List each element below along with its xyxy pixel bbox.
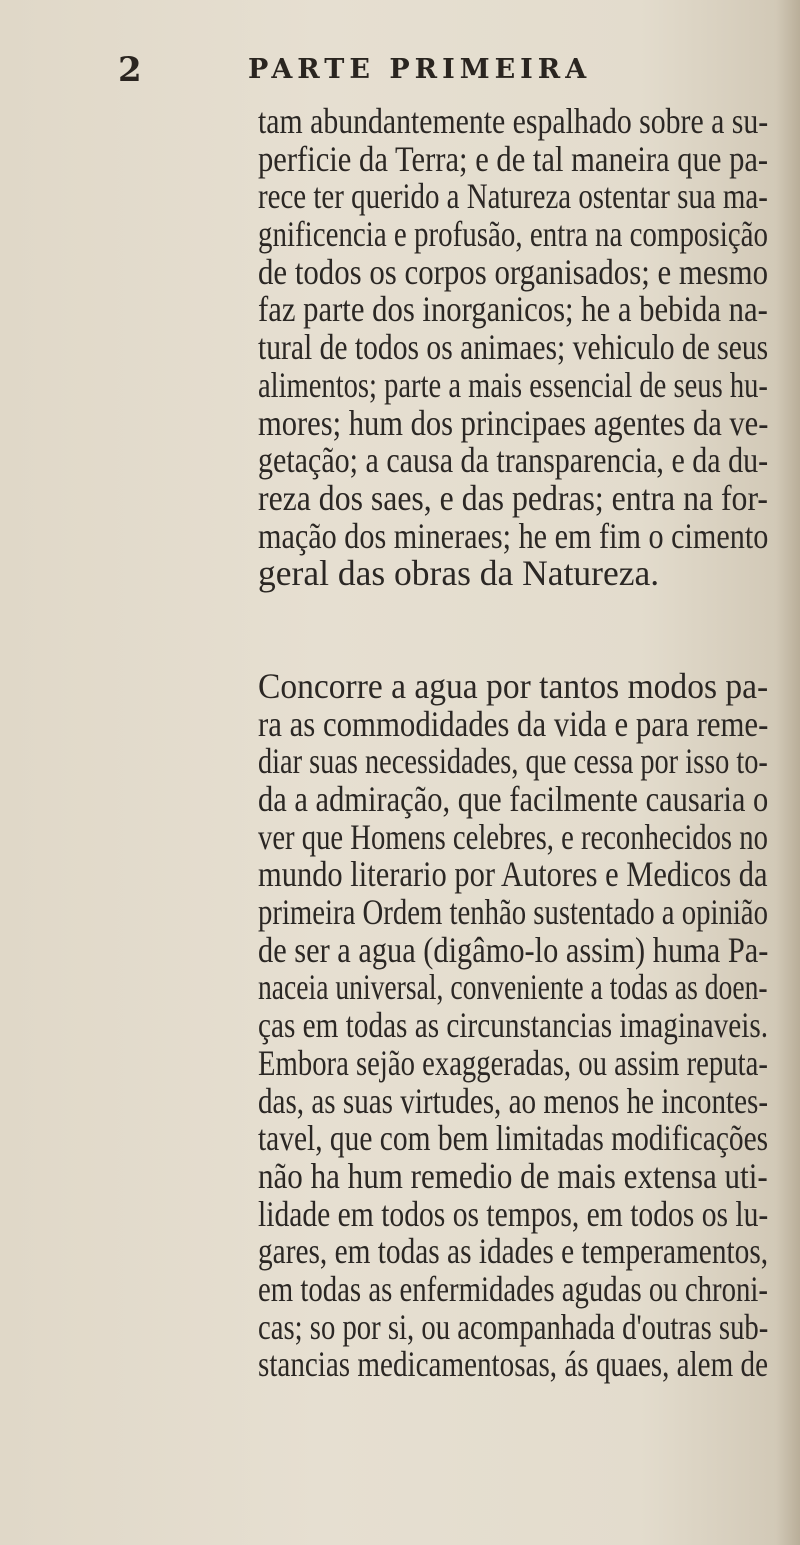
text-line: das, as suas virtudes, ao menos he incontes- <box>258 1080 769 1121</box>
text-line: tam abundantemente espalhado sobre a su- <box>258 101 769 141</box>
paragraph <box>258 103 768 593</box>
text-line: de todos os corpos organisados; e mesmo <box>258 251 768 292</box>
text-line: mundo literario por Autores e Medicos da <box>258 854 768 895</box>
paragraph-gap <box>258 593 768 668</box>
text-line: alimentos; parte a mais essencial de seus hu- <box>258 364 768 405</box>
text-line: mação dos mineraes; he em fim o cimento <box>258 515 769 556</box>
body-text <box>258 103 768 1384</box>
page-number: 2 <box>118 50 142 90</box>
text-line: Embora sejão exaggeradas, ou assim reputa- <box>258 1042 768 1083</box>
text-line: tavel, que com bem limitadas modificações <box>258 1118 769 1159</box>
text-line: em todas as enfermidades agudas ou chroni- <box>258 1268 768 1309</box>
text-line: primeira Ordem tenhão sustentado a opinião <box>258 892 768 933</box>
text-line: mores; hum dos principaes agentes da ve- <box>258 402 769 443</box>
text-line: da a admiração, que facilmente causaria o <box>258 779 769 819</box>
text-line: perficie da Terra; e de tal maneira que pa- <box>258 138 769 179</box>
text-line: getação; a causa da transparencia, e da du- <box>258 440 769 481</box>
text-line: gares, em todas as idades e temperamentos, <box>258 1231 769 1272</box>
paragraph <box>258 665 769 1385</box>
text-line: lidade em todos os tempos, em todos os lu- <box>258 1193 769 1234</box>
text-line: ver que Homens celebres, e reconhecidos no <box>258 816 768 857</box>
text-line: rece ter querido a Natureza ostentar sua ma- <box>258 176 768 217</box>
text-line: diar suas necessidades, que cessa por isso to- <box>258 741 768 782</box>
text-line: ra as commodidades da vida e para reme- <box>258 703 769 744</box>
text-line: naceia universal, conveniente a todas as doen- <box>258 967 768 1008</box>
text-line: geral das obras da Natureza. <box>258 553 660 594</box>
text-line: cas; so por si, ou acompanhada d'outras sub- <box>258 1306 769 1347</box>
text-line: gnificencia e profusão, entra na composição <box>258 214 768 255</box>
text-line: tural de todos os animaes; vehiculo de seus <box>258 327 769 368</box>
text-line: de ser a agua (digâmo-lo assim) huma Pa- <box>258 929 769 970</box>
text-line: stancias medicamentosas, ás quaes, alem de <box>258 1344 768 1385</box>
text-line: faz parte dos inorganicos; he a bebida na- <box>258 289 768 330</box>
text-line: ças em todas as circunstancias imaginaveis. <box>258 1005 769 1046</box>
running-head: PARTE PRIMEIRA <box>248 54 592 85</box>
text-line: reza dos saes, e das pedras; entra na for- <box>258 477 768 518</box>
text-line: Concorre a agua por tantos modos pa- <box>258 665 769 706</box>
text-line: não ha hum remedio de mais extensa uti- <box>258 1155 768 1196</box>
page-header <box>0 50 800 90</box>
